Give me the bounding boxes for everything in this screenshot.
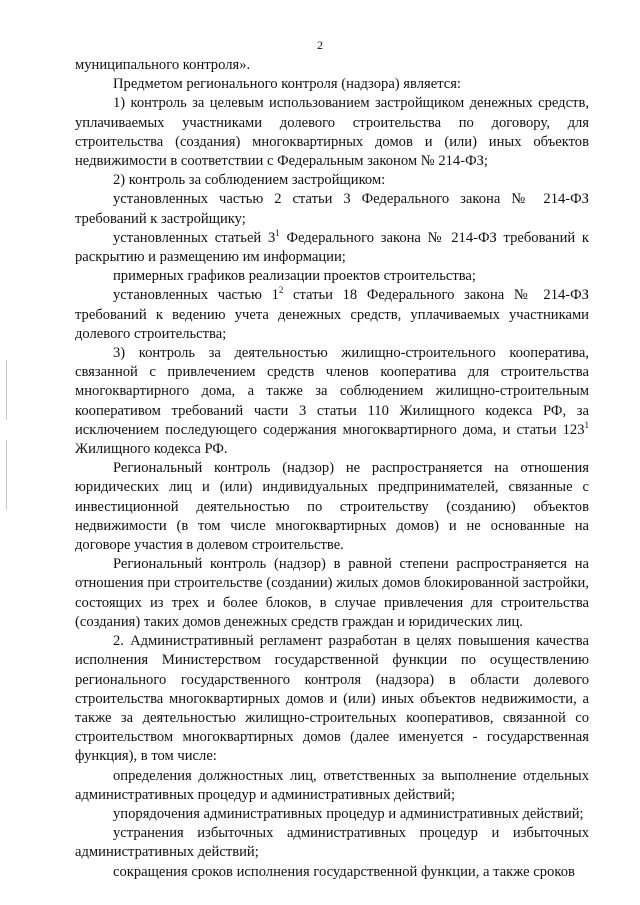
superscript: 1 (275, 227, 280, 238)
scan-margin-mark (6, 360, 7, 420)
paragraph (75, 286, 589, 344)
paragraph-text: 3) контроль за деятельностью жилищно-строительного кооператива, связанной с привлечением средств членов кооператива для строительства многоквартирного дома, а также за соблюдением жилищно-строительным кооперативом требований части 3 статьи 110 Жилищного кодекса РФ, за исключением последующего содержания многоквартирного дома, и статьи 123 (75, 345, 589, 438)
paragraph: 2. Административный регламент разработан в целях повышения качества исполнения Министерством государственной функции по осуществлению регионального государственного контроля (надзора) в области долевого строительства многоквартирных домов и (или) иных объектов недвижимости, а также за деятельностью жилищно-строительных кооперативов, связанной со строительством многоквартирных домов (далее именуется - государственная функция), в том числе: (75, 633, 589, 765)
paragraph: 1) контроль за целевым использованием застройщиком денежных средств, уплачиваемых участниками долевого строительства по договору, для строительства (создания) многоквартирных домов и (или) иных объектов недвижимости в соответствии с Федеральным законом № 214-ФЗ; (75, 95, 589, 170)
scan-margin-mark (6, 440, 7, 510)
paragraph-text: Федерального закона № 214-ФЗ требований к раскрытию и размещению им информации; (75, 229, 589, 266)
paragraph: муниципального контроля». (75, 57, 251, 73)
superscript: 1 (584, 420, 589, 430)
paragraph-text: установленных статьей 3 (113, 229, 276, 246)
paragraph: сокращения сроков исполнения государственной функции, а также сроков (113, 863, 575, 880)
paragraph: 2) контроль за соблюдением застройщиком: (113, 172, 386, 189)
paragraph: Региональный контроль (надзор) в равной степени распространяется на отношения при строительстве (создании) жилых домов блокированной застройки, состоящих из трех и более блоков, в случае привлечения для строительства (создания) таких домов денежных средств граждан и юридических лиц. (75, 556, 589, 630)
paragraph (75, 229, 589, 267)
paragraph: упорядочения административных процедур и административных действий; (113, 805, 584, 822)
paragraph (75, 344, 589, 459)
paragraph: примерных графиков реализации проектов строительства; (113, 268, 476, 285)
paragraph-text: Жилищного кодекса РФ. (75, 441, 228, 458)
paragraph: Предметом регионального контроля (надзора) является: (113, 76, 461, 93)
paragraph: Региональный контроль (надзор) не распространяется на отношения юридических лиц и (или) индивидуальных предпринимателей, связанные с инвестиционной деятельностью по строительству (созданию) объектов недвижимости (в том числе многоквартирных домов) и не основанные на договоре участия в долевом строительстве. (75, 460, 589, 554)
paragraph: определения должностных лиц, ответственных за выполнение отдельных административных процедур и административных действий; (75, 767, 589, 803)
paragraph: устранения избыточных административных процедур и избыточных административных действий; (75, 825, 589, 861)
document-body (75, 56, 589, 882)
superscript: 2 (278, 285, 284, 296)
paragraph-text: установленных частью 1 (113, 287, 279, 304)
paragraph: установленных частью 2 статьи 3 Федерального закона № 214-ФЗ требований к застройщику; (75, 191, 589, 227)
page-number: 2 (317, 38, 323, 52)
paragraph-text: статьи 18 Федерального закона № 214-ФЗ требований к ведению учета денежных средств, уплачиваемых участниками долевого строительства; (75, 287, 589, 342)
